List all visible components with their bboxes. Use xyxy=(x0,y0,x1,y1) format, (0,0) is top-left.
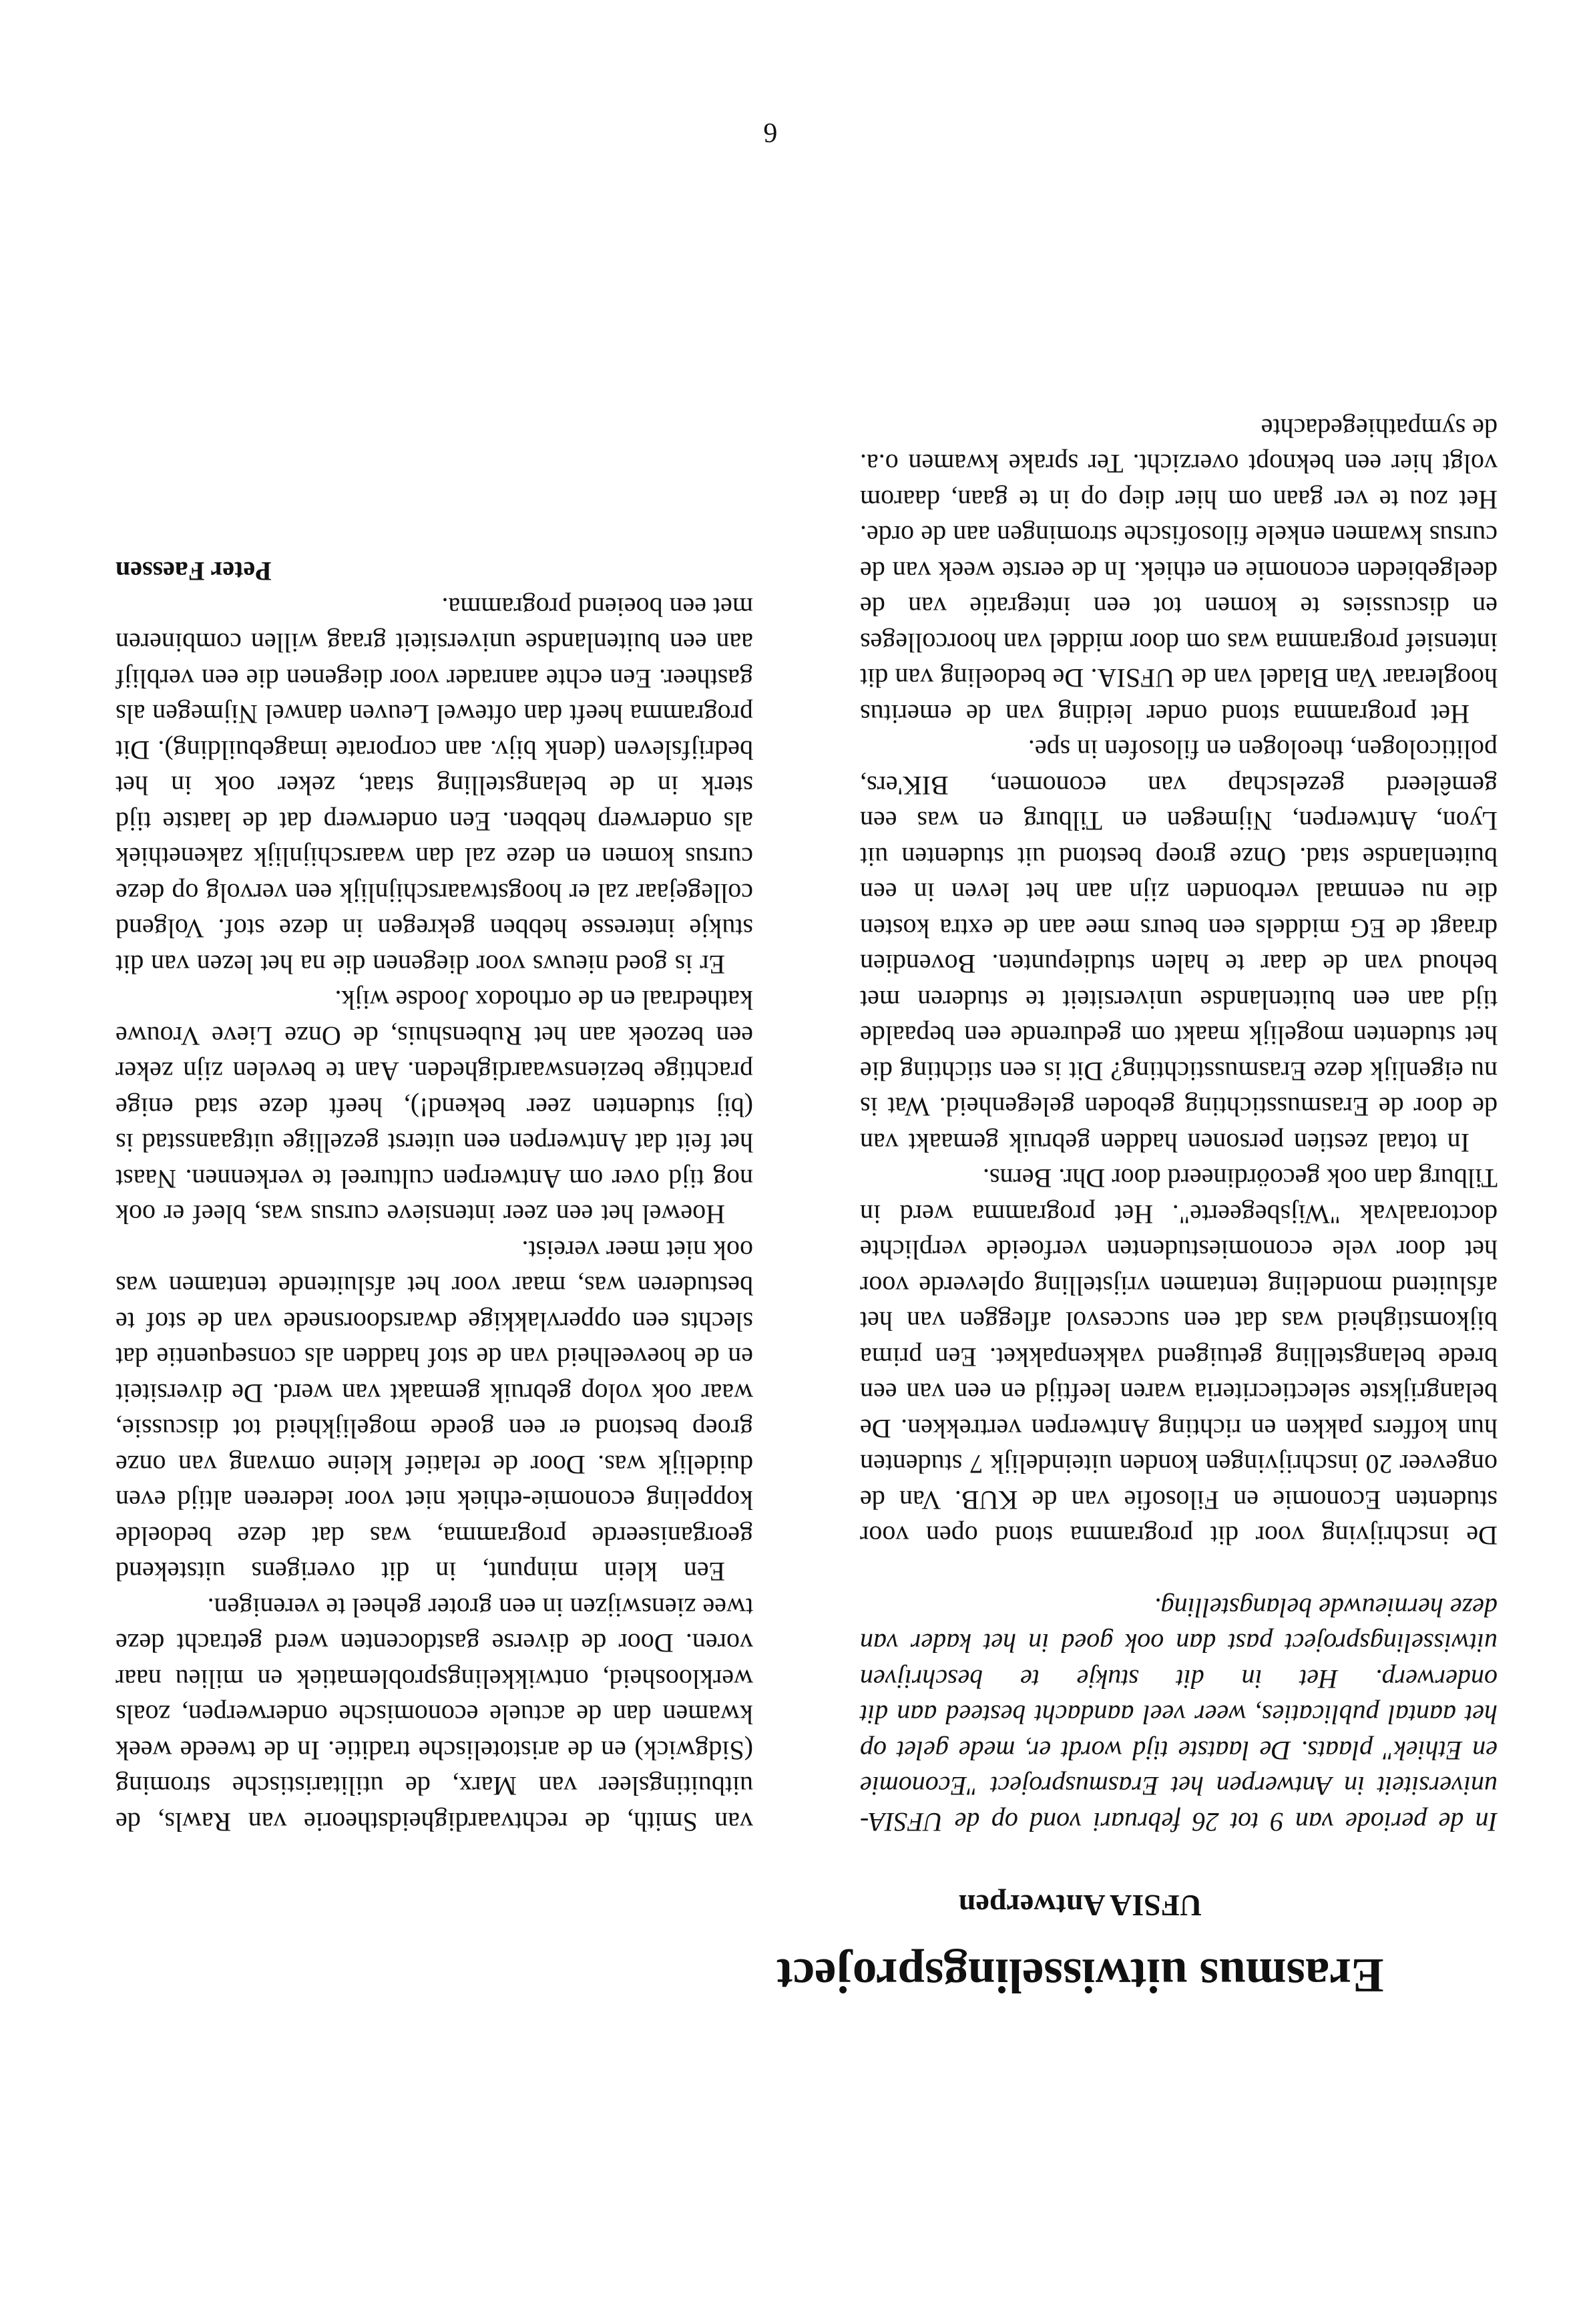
right-column xyxy=(116,554,753,1840)
paragraph: In totaal zestien personen hadden gebruik gemaakt van de door de Erasmusstichting geboden gelegenheid. Wat is nu eigenlijk deze Erasmusstichting? Dit is een stichting die het studenten mogelijk maakt om gedurende een bepaalde tijd aan een buitenlandse universiteit te studeren met behoud van de daar te halen studiepunten. Bovendien draagt de EG middels een beurs mee aan de extra kosten die nu eenmaal verbonden zijn aan het leven in een buitenlandse stad. Onze groep bestond uit studenten uit Lyon, Antwerpen, Nijmegen en Tilburg en was een gemêleerd gezelschap van economen, BIK'ers, politicologen, theologen en filosofen in spe. xyxy=(860,735,1498,1158)
page-number: 6 xyxy=(763,117,778,148)
paragraph: De inschrijving voor dit programma stond open voor studenten Economie en Filosofie van de KUB. Van de ongeveer 20 inschrijvingen konden uiteindelijk 7 studenten hun koffers pakken en richting Antwerpen vertrekken. De belangrijkste selectiecriteria waren leeftijd en een van een brede belangstelling getuigend vakkenpakket. Een prima bijkomstigheid was dat een succesvol afleggen van het afsluitend mondeling tentamen vrijstelling opleverde voor het door vele economiestudenten verfoeide verplichte doctoraalvak "Wijsbegeerte". Het programma werd in Tilburg dan ook gecoördineerd door Dhr. Berns. xyxy=(860,1163,1498,1551)
paragraph: Er is goed nieuws voor diegenen die na het lezen van dit stukje interesse hebben gekregen in deze stof. Volgend collegejaar zal er hoogstwaarschijnlijk een vervolg op deze cursus komen en deze zal dan waarschijnlijk zakenethiek als onderwerp hebben. Een onderwerp dat de laatste tijd sterk in de belangstelling staat, zeker ook in het bedrijfsleven (denk bijv. aan corporate imagebuilding). Dit programma heeft dan oftewel Leuven danwel Nijmegen als gastheer. Een echte aanrader voor diegenen die een verblijf aan een buitenlandse universiteit graag willen combineren met een boeiend programma. xyxy=(116,592,753,980)
paragraph: Het programma stond onder leiding van de emeritus hoogleraar Van Bladel van de UFSIA. De bedoeling van dit intensief programma was om door middel van hoorcolleges en discussies te komen tot een integratie van de deelgebieden economie en ethiek. In de eerste week van de cursus kwamen enkele filosofische stromingen aan de orde. Het zou te ver gaan om hier diep op in te gaan, daarom volgt hier een beknopt overzicht. Ter sprake kwamen o.a. de sympathiegedachte xyxy=(860,413,1498,729)
author-name: Peter Faessen xyxy=(116,556,272,587)
left-column xyxy=(860,411,1498,1841)
paragraph: van Smith, de rechtvaardigheidstheorie van Rawls, de uitbuitingsleer van Marx, de utilitaristische stroming (Sidgwick) en de aristotelische traditie. In de tweede week kwamen dan de actuele economische onderwerpen, zoals werkloosheid, ontwikkelingsproblematiek en milieu naar voren. Door de diverse gastdocenten werd getracht deze twee zienswijzen in een groter geheel te verenigen. xyxy=(116,1593,753,1837)
paragraph: Een klein minpunt, in dit overigens uitstekend georganiseerde programma, was dat deze bedoelde koppeling economie-ethiek niet voor iedereen altijd even duidelijk was. Door de relatief kleine omvang van onze groep bestond er een goede mogelijkheid tot discussie, waar ook volop gebruik gemaakt van werd. De diversiteit en de hoeveelheid van de stof hadden als consequentie dat slechts een oppervlakkige dwarsdoorsnede van de stof te bestuderen was, maar voor het afsluitende tentamen was ook niet meer vereist. xyxy=(116,1235,753,1587)
article-intro: In de periode van 9 tot 26 februari vond op de UFSIA-universiteit in Antwerpen het Erasmusproject "Economie en Ethiek" plaats. De laatste tijd wordt er, mede gelet op het aantal publicaties, weer veel aandacht besteed aan dit onderwerp. Het in dit stukje te beschrijven uitwisselingsproject past dan ook goed in het kader van deze hernieuwde belangstelling. xyxy=(860,1593,1498,1837)
article-title: Erasmus uitwisselingsproject xyxy=(776,1949,1384,2003)
article-subtitle: UFSIA Antwerpen xyxy=(958,1889,1202,1923)
paragraph: Hoewel het een zeer intensieve cursus was, bleef er ook nog tijd over om Antwerpen cultureel te verkennen. Naast het feit dat Antwerpen een uiterst gezellige uitgaansstad is (bij studenten zeer bekend!), heeft deze stad enige prachtige bezienswaardigheden. Aan te bevelen zijn zeker een bezoek aan het Rubenshuis, de Onze Lieve Vrouwe kathedraal en de orthodox Joodse wijk. xyxy=(116,985,753,1230)
